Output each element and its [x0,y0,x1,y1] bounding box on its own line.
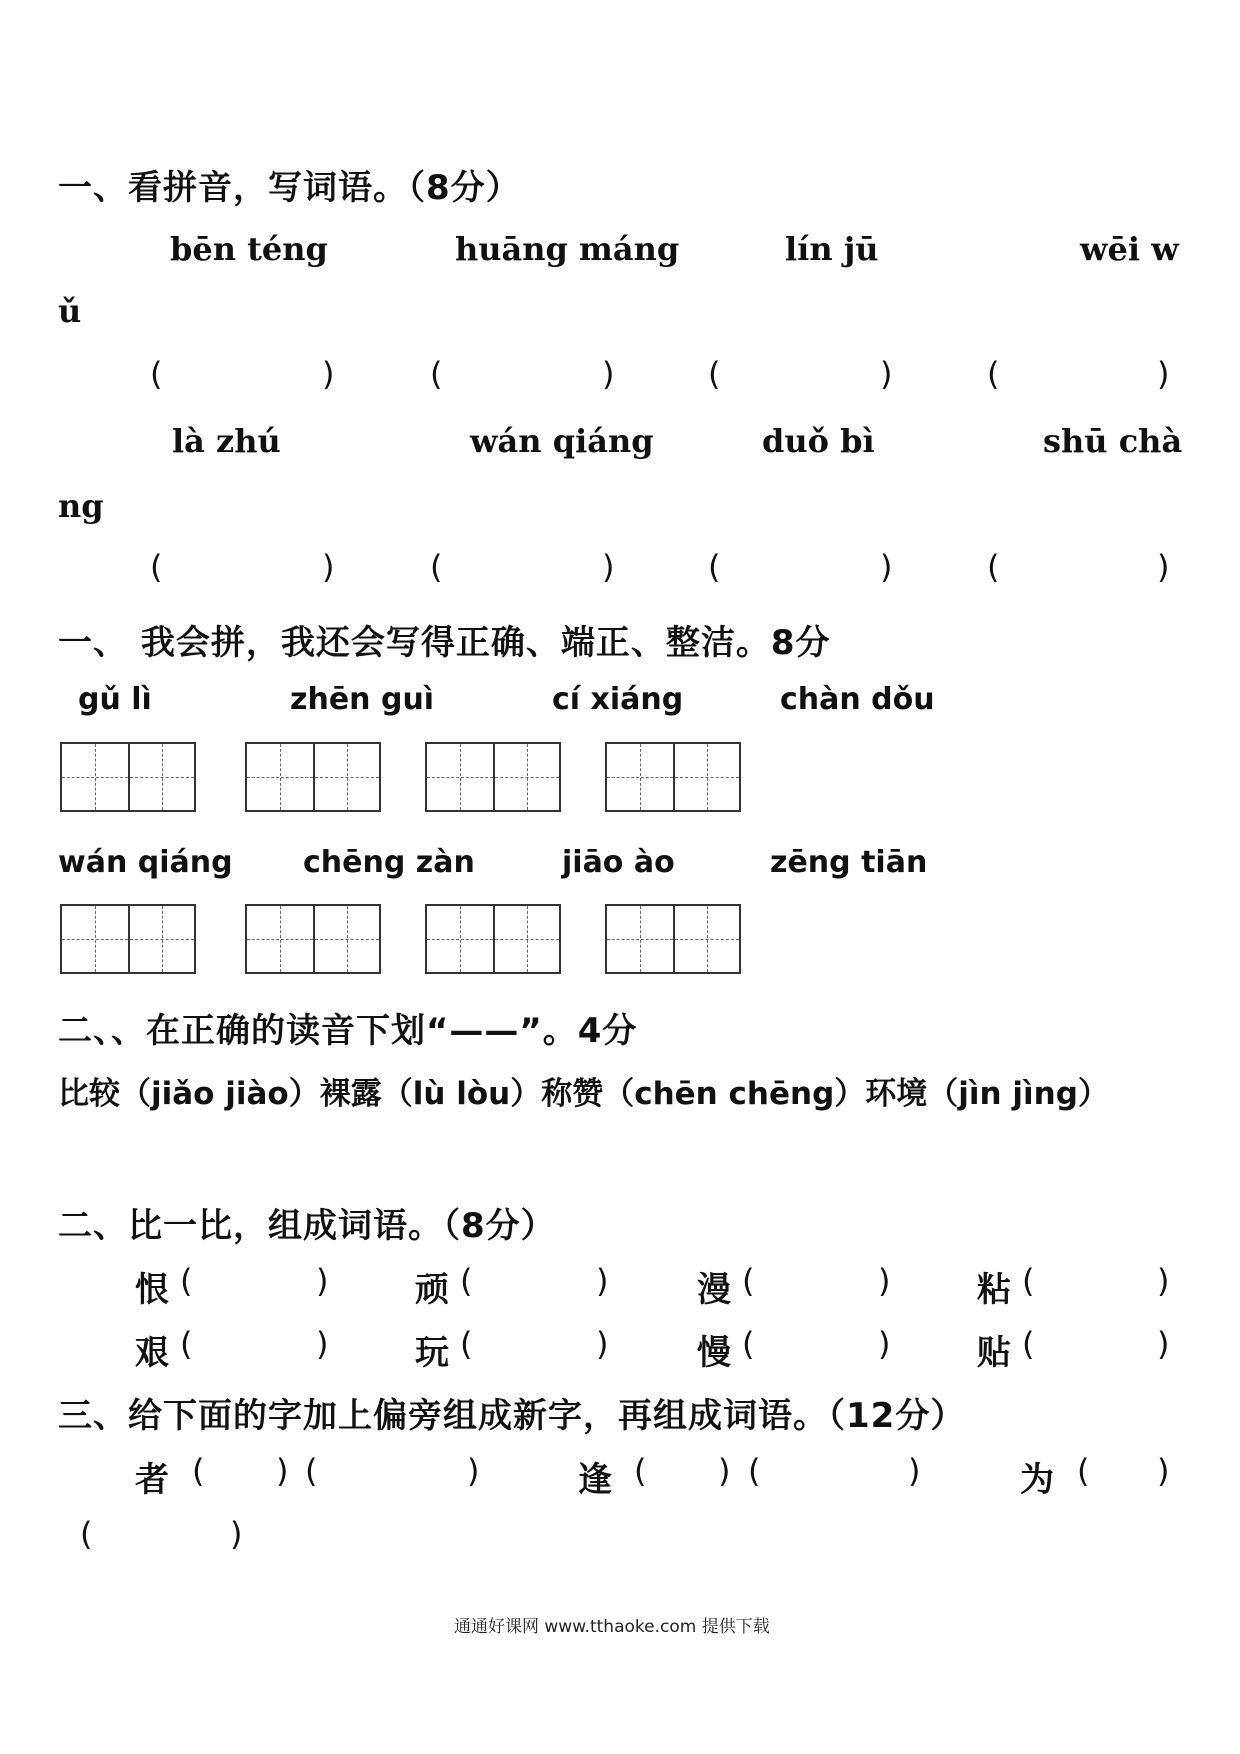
char-item: 玩 [415,1333,449,1373]
answer-blank[interactable]: ( [708,355,721,393]
writing-grid[interactable] [605,904,741,974]
answer-blank-close: ) [230,1515,243,1553]
char-item: 漫 [697,1270,731,1310]
char-item: 恨 [135,1270,169,1310]
writing-grid[interactable] [425,742,561,812]
section-2-title: 一、 我会拼，我还会写得正确、端正、整洁。8分 [58,623,831,663]
pinyin-item: zēng tiān [770,845,928,880]
pinyin-item: chēng zàn [303,845,475,880]
writing-grid[interactable] [60,904,196,974]
char-item: 艰 [135,1333,169,1373]
answer-blank-close: ) [596,1262,609,1300]
answer-blank[interactable]: ( [305,1452,318,1490]
answer-blank-close: ) [322,355,335,393]
pinyin-wrap: ǔ [58,292,82,330]
answer-blank[interactable]: ( [708,548,721,586]
char-item: 逢 [578,1460,612,1500]
answer-blank-close: ) [467,1452,480,1490]
pinyin-item: zhēn guì [290,682,435,717]
answer-blank[interactable]: ( [150,355,163,393]
answer-blank[interactable]: ( [180,1262,193,1300]
answer-blank[interactable]: ( [742,1262,755,1300]
answer-blank[interactable]: ( [748,1452,761,1490]
answer-blank[interactable]: ( [1022,1262,1035,1300]
section-1-title: 一、看拼音，写词语。（8分） [58,168,521,208]
char-item: 贴 [977,1333,1011,1373]
pinyin-wrap: ng [58,487,104,525]
pinyin-item: cí xiáng [552,682,684,717]
char-item: 为 [1020,1460,1054,1500]
answer-blank-close: ) [908,1452,921,1490]
pinyin-item: shū chà [1043,422,1183,460]
answer-blank-close: ) [718,1452,731,1490]
writing-grid[interactable] [245,904,381,974]
section-5-title: 三、给下面的字加上偏旁组成新字，再组成词语。（12分） [58,1396,966,1436]
pinyin-item: wēi w [1080,230,1179,268]
pinyin-item: huāng máng [455,230,680,268]
pinyin-item: duǒ bì [762,422,875,460]
footer-credit: 通通好课网 www.tthaoke.com 提供下载 [454,1617,770,1637]
answer-blank-close: ) [316,1262,329,1300]
answer-blank[interactable]: ( [634,1452,647,1490]
answer-blank-close: ) [602,548,615,586]
answer-blank-close: ) [878,1262,891,1300]
section-4-title: 二、比一比，组成词语。（8分） [58,1206,556,1246]
answer-blank[interactable]: ( [987,548,1000,586]
answer-blank[interactable]: ( [192,1452,205,1490]
answer-blank[interactable]: ( [430,548,443,586]
answer-blank-close: ) [602,355,615,393]
answer-blank-close: ) [1157,1262,1170,1300]
pinyin-item: wán qiáng [58,845,233,880]
answer-blank-close: ) [1157,355,1170,393]
answer-blank-close: ) [880,355,893,393]
pinyin-item: wán qiáng [470,422,654,460]
answer-blank-close: ) [276,1452,289,1490]
answer-blank[interactable]: ( [430,355,443,393]
char-item: 者 [135,1460,169,1500]
writing-grid[interactable] [245,742,381,812]
answer-blank-close: ) [596,1325,609,1363]
answer-blank[interactable]: ( [80,1515,93,1553]
writing-grid[interactable] [60,742,196,812]
writing-grid[interactable] [605,742,741,812]
char-item: 顽 [415,1270,449,1310]
char-item: 粘 [977,1270,1011,1310]
pinyin-item: chàn dǒu [780,682,935,717]
answer-blank[interactable]: ( [460,1325,473,1363]
reading-choice-line[interactable]: 比较（jiǎo jiào）裸露（lù lòu）称赞（chēn chēng）环境（jìn jìng） [58,1076,1109,1112]
answer-blank[interactable]: ( [150,548,163,586]
answer-blank[interactable]: ( [987,355,1000,393]
pinyin-item: là zhú [172,422,281,460]
answer-blank-close: ) [1157,548,1170,586]
char-item: 慢 [697,1333,731,1373]
pinyin-item: bēn téng [170,230,328,268]
writing-grid[interactable] [425,904,561,974]
answer-blank[interactable]: ( [180,1325,193,1363]
answer-blank-close: ) [1157,1452,1170,1490]
answer-blank-close: ) [322,548,335,586]
answer-blank[interactable]: ( [1022,1325,1035,1363]
section-3-title: 二、、在正确的读音下划“——”。4分 [58,1011,638,1051]
pinyin-item: jiāo ào [562,845,675,880]
answer-blank-close: ) [878,1325,891,1363]
answer-blank[interactable]: ( [460,1262,473,1300]
answer-blank-close: ) [1157,1325,1170,1363]
pinyin-item: lín jū [785,230,879,268]
answer-blank-close: ) [880,548,893,586]
pinyin-item: gǔ lì [78,682,152,717]
answer-blank[interactable]: ( [742,1325,755,1363]
answer-blank-close: ) [316,1325,329,1363]
answer-blank[interactable]: ( [1077,1452,1090,1490]
